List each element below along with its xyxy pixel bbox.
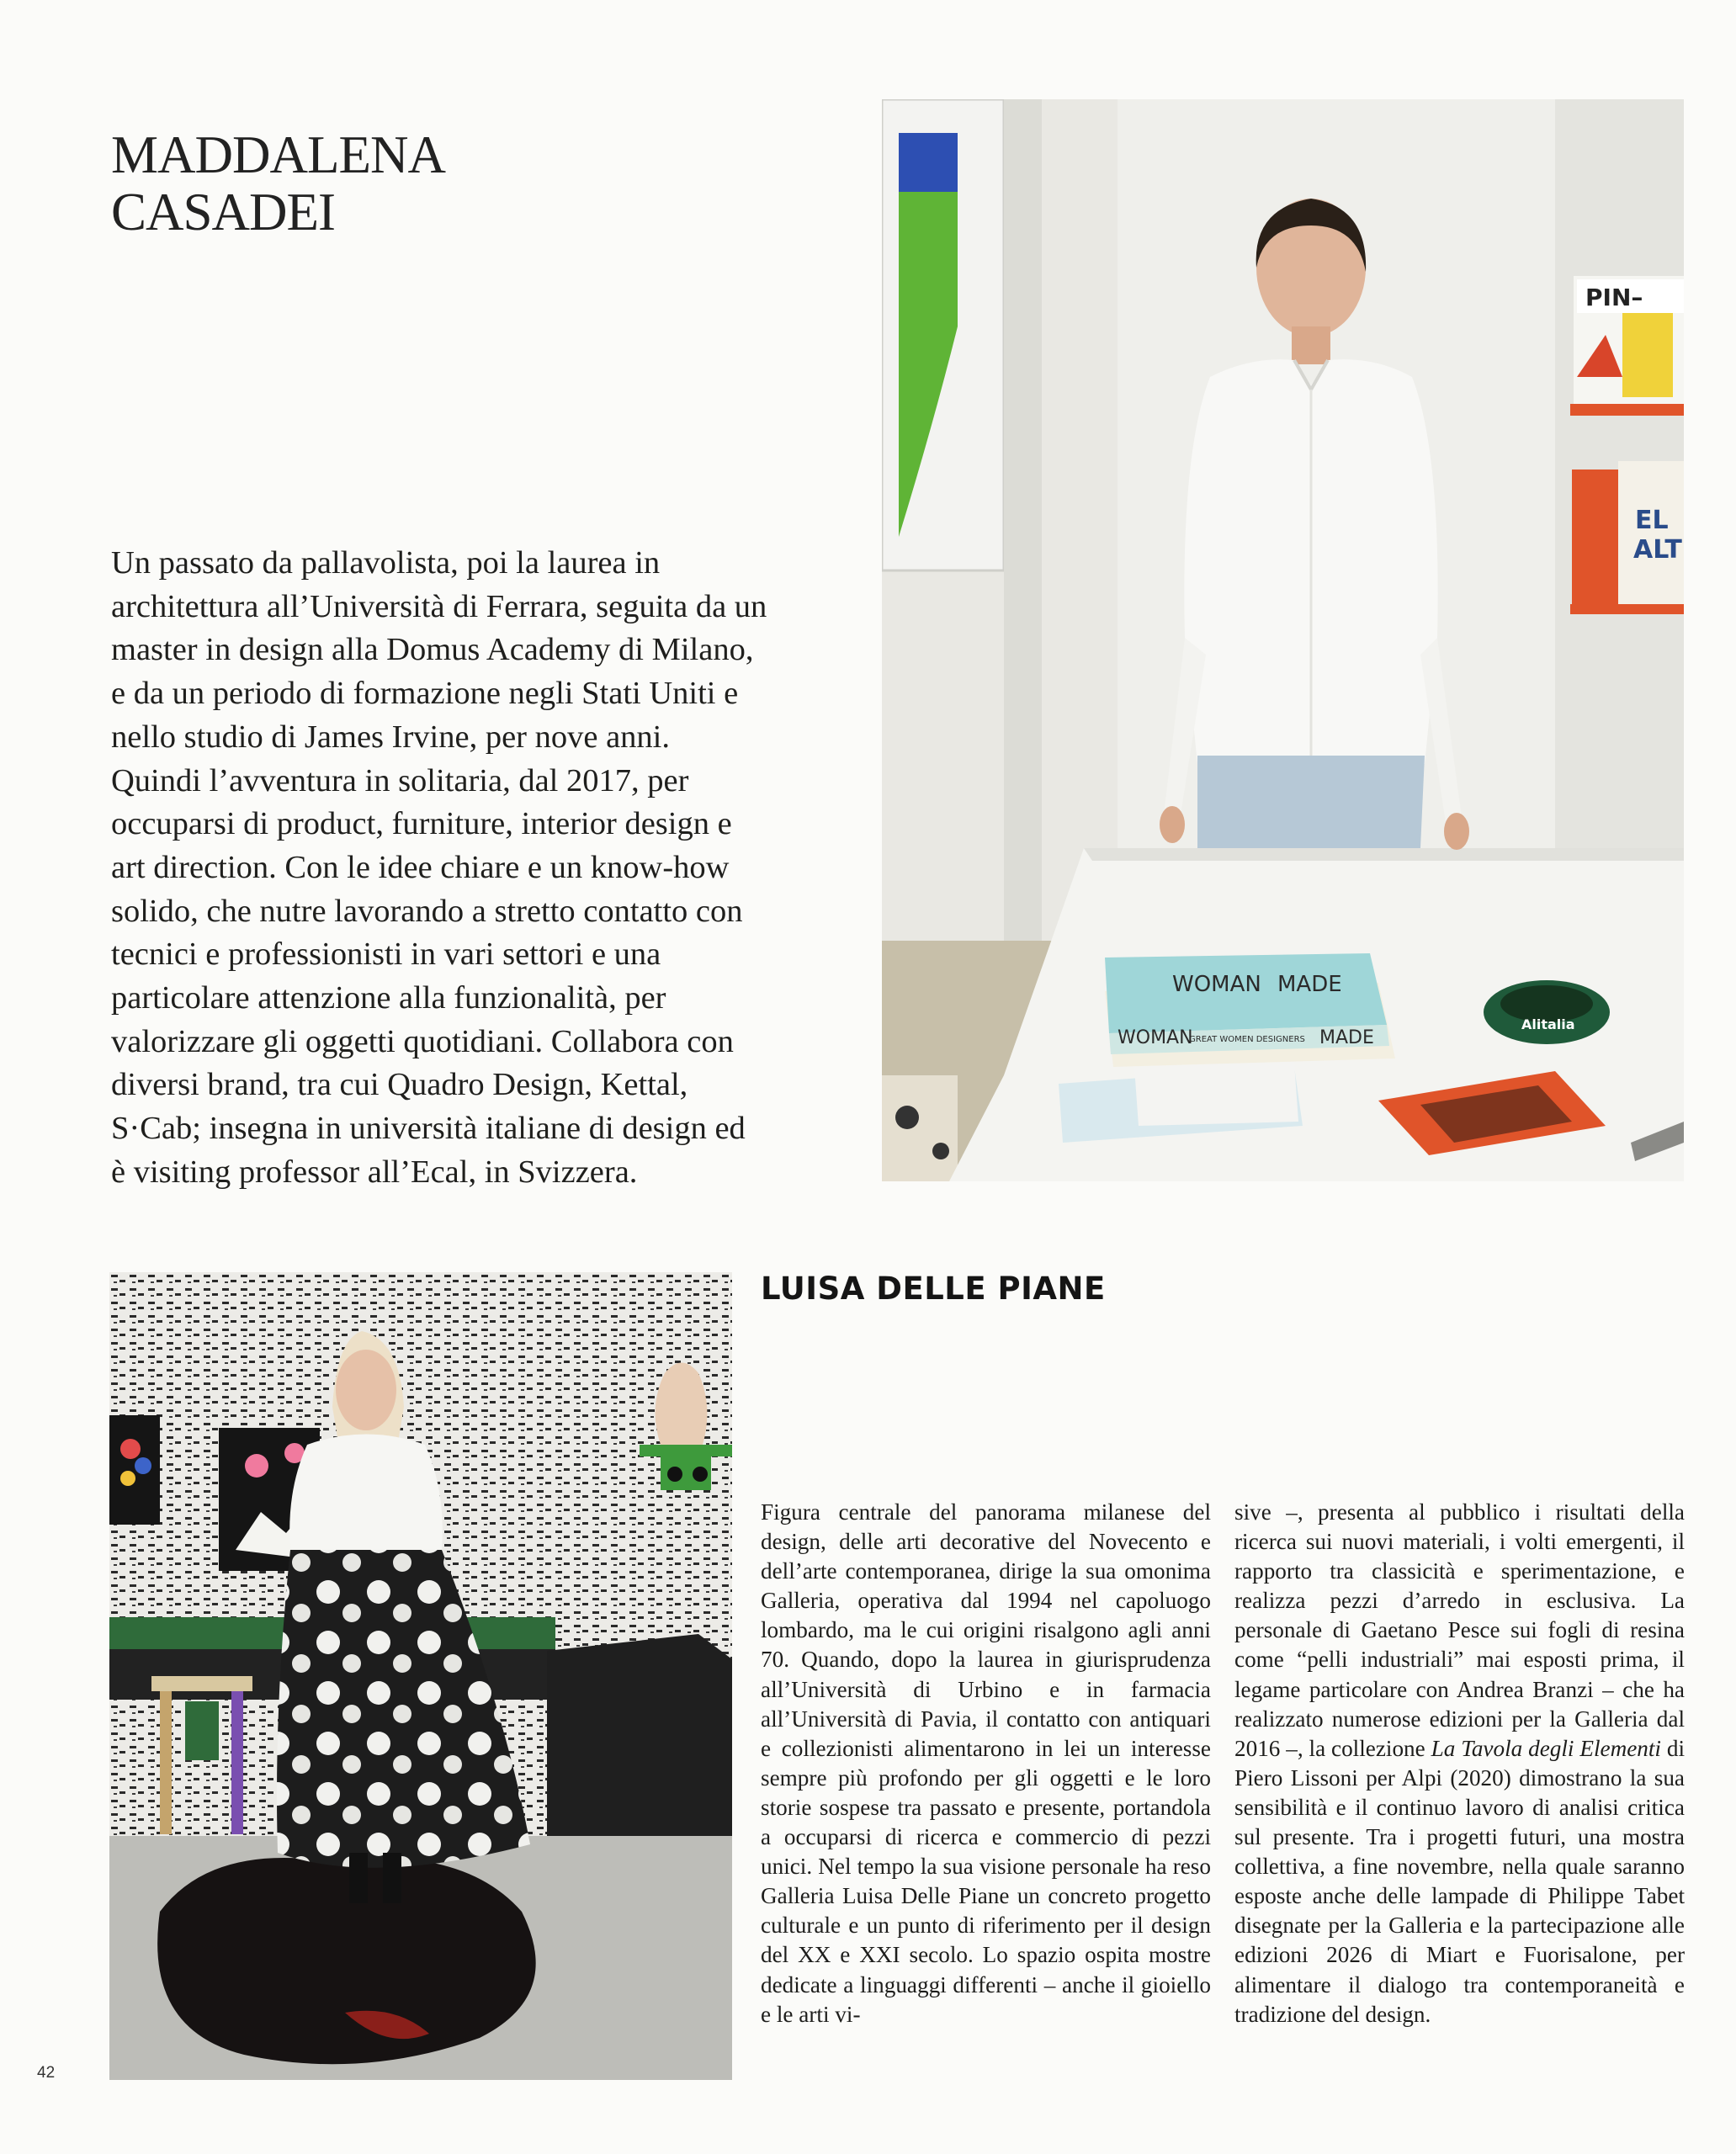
article-column-1-text: Figura centrale del panorama milanese del design, delle arti decorative del Novecento e dell’arte contemporanea, dirige la sua omonima Galleria, operativa dal 1994 nel capoluogo lombardo, ma le cui origini risalgono agli anni 70. Quando, dopo la laurea in giurisprudenza all’Università di Urbino e in farmacia all’Università di Pavia, il contatto con antiquari e collezionisti alimentarono in lei un interesse sempre più profondo per gli oggetti e le loro storie sospese tra passato e presente, portandola a occuparsi di ricerca e commercio di pezzi unici. Nel tempo la sua visione personale ha reso Galleria Luisa Delle Piane un concreto progetto culturale e un punto di riferimento per il design del XX e XXI secolo. Lo spazio ospita mostre dedicate a linguaggi differenti – anche il gioiello e le arti vi- (761, 1499, 1211, 2027)
orange-shelf-top (1570, 404, 1684, 416)
white-blouse (289, 1435, 443, 1551)
jeans (1197, 756, 1425, 848)
name-line-2: CASADEI (111, 183, 336, 242)
portrait-illustration (882, 99, 1684, 1181)
alitalia-ashtray (1484, 980, 1610, 1044)
book-spine-woman: WOMAN (1118, 1027, 1193, 1048)
artwork-flowers (109, 1415, 160, 1525)
resin-floor-piece (157, 1858, 536, 2064)
article-column-2 (1234, 1498, 1685, 2029)
designer-name-heading (111, 126, 549, 241)
collection-title-italic: La Tavola degli Elementi (1431, 1735, 1661, 1761)
name-line-1: MADDALENA (111, 125, 445, 185)
portrait-photo-delle-piane (109, 1272, 732, 2080)
gallery-illustration (109, 1272, 732, 2080)
portrait-photo-casadei (882, 99, 1684, 1181)
page-number: 42 (37, 2064, 56, 2082)
article-column-1 (761, 1498, 1211, 2029)
green-shelf (640, 1445, 732, 1456)
svg-text:Alitalia: Alitalia (1521, 1016, 1575, 1032)
svg-text:ALT: ALT (1633, 535, 1682, 565)
book-title-made: MADE (1277, 972, 1342, 997)
shelf-magazine-label: PIN– (1585, 284, 1643, 311)
svg-text:EL: EL (1635, 506, 1669, 535)
designer-bio-text: Un passato da pallavolista, poi la laurea in architettura all’Università di Ferrara, seguita da un master in design alla Domus Academy di Milano, e da un periodo di formazione negli Stati Uniti e nello studio di James Irvine, per nove anni. Quindi l’avventura in solitaria, dal 2017, per occuparsi di product, furniture, interior design e art direction. Con le idee chiare e un know-how solido, che nutre lavorando a stretto contatto con tecnici e professionisti in vari settori e una particolare attenzione alla funzionalità, per valorizzare gli oggetti quotidiani. Collabora con diversi brand, tra cui Quadro Design, Kettal, S·Cab; insegna in università italiane di design ed è visiting professor all’Ecal, in Svizzera. (111, 545, 767, 1190)
blue-square-artwork (899, 133, 958, 192)
article-column-2-text (1234, 1498, 1685, 2029)
orange-shelf-bottom-side (1572, 470, 1618, 613)
book-spine-subtitle: GREAT WOMEN DESIGNERS (1189, 1035, 1305, 1044)
column-2-text-part-a: sive –, presenta al pubblico i risultati della ricerca sui nuovi materiali, i volti emergenti, il rapporto tra classicità e sperimentazione, e realizza pezzi d’arredo in esclusiva. La personale di Gaetano Pesce sui fogli di resina come “pelli industriali” mai esposti prima, il legame particolare con Andrea Branzi – che ha realizzato numerose edizioni per la Galleria dal 2016 –, la collezione (1234, 1499, 1685, 1761)
book-spine-made: MADE (1319, 1027, 1374, 1048)
gallerist-name-heading: LUISA DELLE PIANE (761, 1271, 1106, 1307)
column-2-text-part-b: di Piero Lissoni per Alpi (2020) dimostrano la sua sensibilità e il continuo lavoro di analisi critica sul presente. Tra i progetti futuri, una mostra collettiva, a fine novembre, nella quale saranno esposte anche delle lampade di Philippe Tabet disegnate per la Galleria e la partecipazione alle edizioni 2026 di Miart e Fuorisalone, per alimentare il dialogo tra contemporaneità e tradizione del design. (1234, 1735, 1685, 2027)
book-title-woman: WOMAN (1172, 972, 1261, 997)
